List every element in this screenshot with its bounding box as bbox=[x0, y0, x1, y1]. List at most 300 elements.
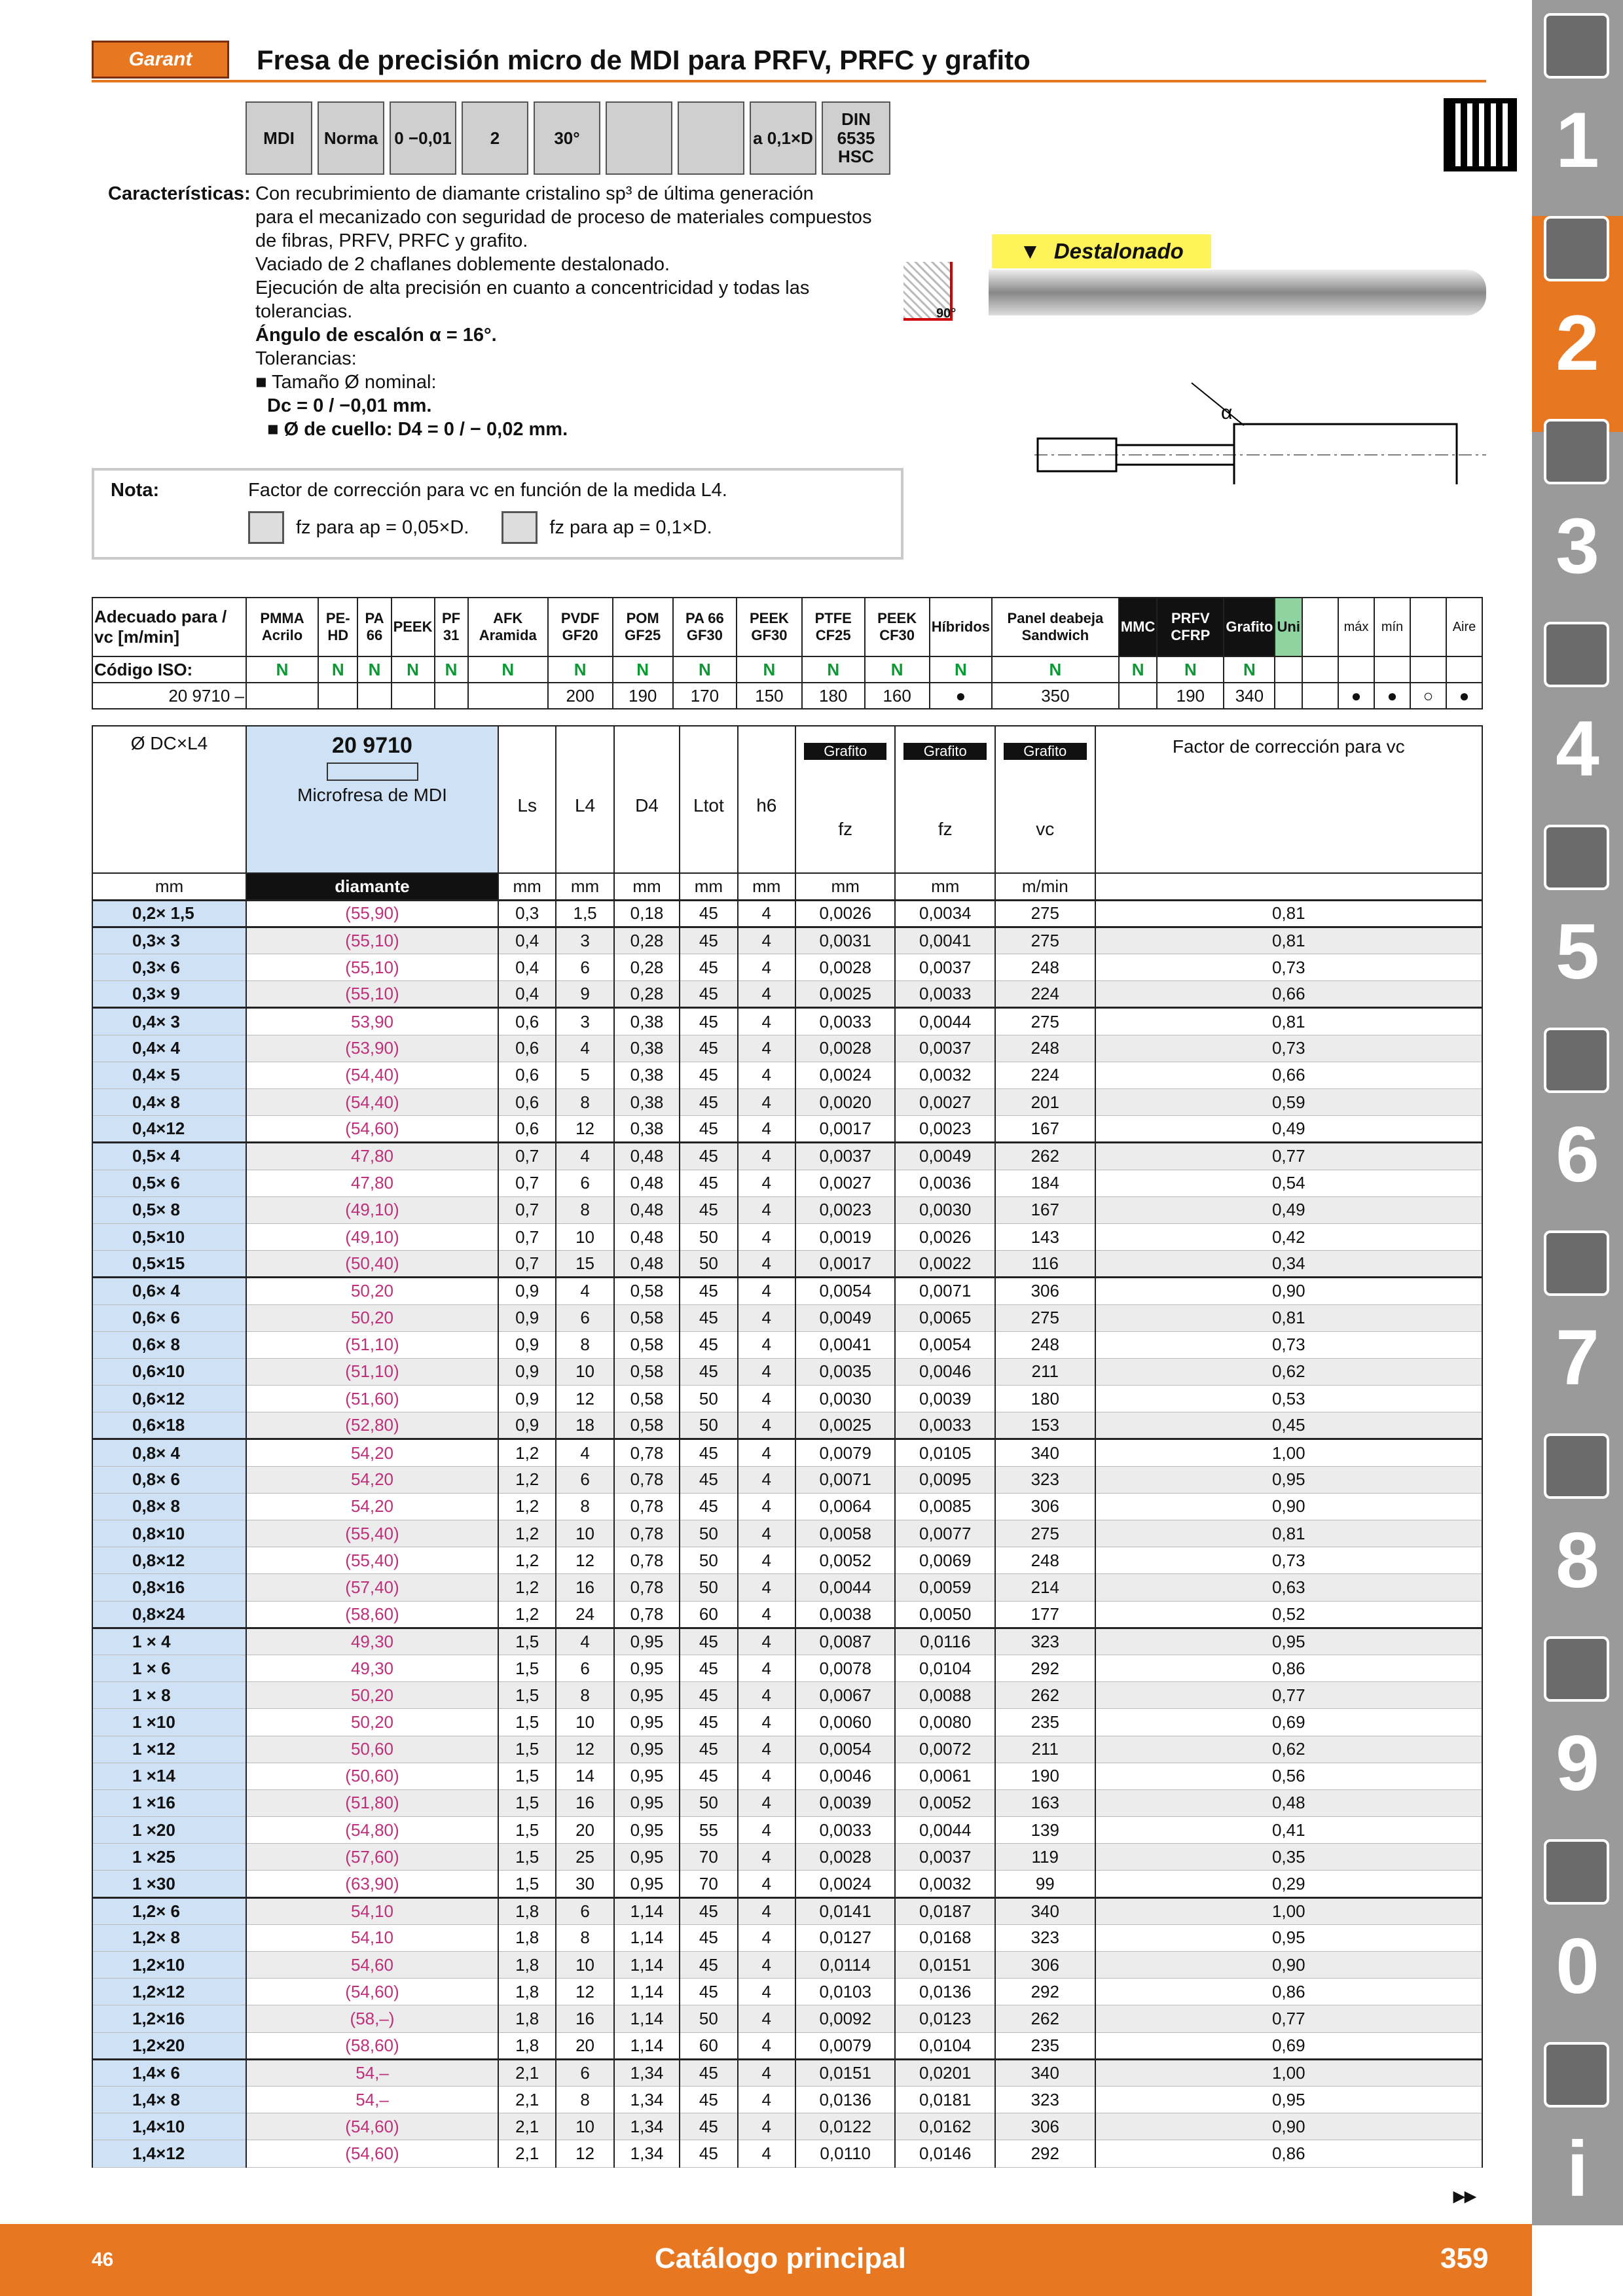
value-cell: 45 bbox=[680, 1089, 737, 1116]
dimension-cell: 1 ×16 bbox=[92, 1789, 246, 1816]
footer-title: Catálogo principal bbox=[655, 2242, 906, 2274]
vc-value: 160 bbox=[865, 683, 930, 709]
value-cell: 0,0162 bbox=[895, 2113, 995, 2140]
column-header bbox=[498, 726, 556, 873]
chapter-sidebar bbox=[1532, 0, 1623, 2225]
value-cell: 119 bbox=[995, 1844, 1095, 1871]
value-cell: 1,5 bbox=[498, 1682, 556, 1709]
value-cell: 0,0020 bbox=[795, 1089, 896, 1116]
price-cell: (58,–) bbox=[246, 2005, 498, 2032]
feature-line: para el mecanizado con seguridad de proceso de materiales compuestos bbox=[255, 207, 872, 228]
value-cell: 0,0146 bbox=[895, 2140, 995, 2167]
value-cell: 0,52 bbox=[1095, 1601, 1482, 1628]
value-cell: 1,34 bbox=[614, 2086, 680, 2113]
value-cell: 0,0085 bbox=[895, 1493, 995, 1520]
value-cell: 45 bbox=[680, 1196, 737, 1223]
column-label: Ltot bbox=[693, 795, 724, 816]
iso-code: N bbox=[737, 656, 802, 683]
value-cell: 224 bbox=[995, 981, 1095, 1008]
table-row bbox=[92, 1844, 1482, 1871]
value-cell: 0,7 bbox=[498, 1196, 556, 1223]
column-header bbox=[556, 726, 613, 873]
value-cell: 0,54 bbox=[1095, 1170, 1482, 1196]
value-cell: 0,45 bbox=[1095, 1412, 1482, 1439]
value-cell: 0,95 bbox=[1095, 1628, 1482, 1655]
value-cell: 10 bbox=[556, 1520, 613, 1547]
value-cell: 45 bbox=[680, 954, 737, 981]
chapter-icon[interactable] bbox=[1544, 825, 1609, 890]
value-cell: 0,0022 bbox=[895, 1251, 995, 1278]
property-icon: DIN 6535 HSC bbox=[822, 101, 890, 175]
value-cell: 0,0054 bbox=[895, 1331, 995, 1358]
unit-cell: mm bbox=[498, 873, 556, 900]
value-cell: 1,2 bbox=[498, 1547, 556, 1574]
value-cell: 306 bbox=[995, 1952, 1095, 1979]
value-cell: 0,48 bbox=[614, 1143, 680, 1170]
value-cell: 0,0028 bbox=[795, 1035, 896, 1062]
value-cell: 6 bbox=[556, 1897, 613, 1924]
value-cell: 4 bbox=[738, 1278, 795, 1304]
value-cell: 0,9 bbox=[498, 1304, 556, 1331]
dimension-cell: 1 ×20 bbox=[92, 1817, 246, 1844]
dimension-cell: 1,4×10 bbox=[92, 2113, 246, 2140]
property-icon: 0 −0,01 bbox=[390, 101, 456, 175]
value-cell: 0,0116 bbox=[895, 1628, 995, 1655]
chapter-number[interactable]: 9 bbox=[1556, 1719, 1599, 1807]
value-cell: 1,2 bbox=[498, 1520, 556, 1547]
value-cell: 8 bbox=[556, 1924, 613, 1951]
value-cell: 0,69 bbox=[1095, 1709, 1482, 1736]
value-cell: 0,0044 bbox=[795, 1574, 896, 1601]
value-cell: 0,0033 bbox=[895, 1412, 995, 1439]
value-cell: 0,38 bbox=[614, 1089, 680, 1116]
value-cell: 0,0110 bbox=[795, 2140, 896, 2167]
dimension-cell: 1,4× 6 bbox=[92, 2059, 246, 2086]
value-cell: 0,0046 bbox=[795, 1763, 896, 1789]
iso-code: N bbox=[992, 656, 1119, 683]
value-cell: 0,35 bbox=[1095, 1844, 1482, 1871]
value-cell: 1,00 bbox=[1095, 1897, 1482, 1924]
value-cell: 0,0031 bbox=[795, 927, 896, 954]
value-cell: 0,0064 bbox=[795, 1493, 896, 1520]
value-cell: 0,7 bbox=[498, 1223, 556, 1250]
value-cell: 214 bbox=[995, 1574, 1095, 1601]
coolant-value bbox=[1302, 683, 1338, 709]
value-cell: 0,49 bbox=[1095, 1196, 1482, 1223]
table-row bbox=[92, 1520, 1482, 1547]
price-cell: (54,60) bbox=[246, 1116, 498, 1143]
value-cell: 1,8 bbox=[498, 1897, 556, 1924]
value-cell: 248 bbox=[995, 1547, 1095, 1574]
grafito-tag: Grafito bbox=[1004, 743, 1087, 760]
price-cell: (55,10) bbox=[246, 954, 498, 981]
dimension-cell: 1 × 6 bbox=[92, 1655, 246, 1681]
value-cell: 0,0087 bbox=[795, 1628, 896, 1655]
price-cell: (54,80) bbox=[246, 1817, 498, 1844]
value-cell: 0,95 bbox=[614, 1709, 680, 1736]
material-header: PE-HD bbox=[318, 598, 357, 656]
vc-value: 190 bbox=[1157, 683, 1224, 709]
value-cell: 1,5 bbox=[498, 1763, 556, 1789]
table-row bbox=[92, 1223, 1482, 1250]
value-cell: 1,2 bbox=[498, 1601, 556, 1628]
value-cell: 1,14 bbox=[614, 1897, 680, 1924]
value-cell: 4 bbox=[738, 1035, 795, 1062]
value-cell: 6 bbox=[556, 1466, 613, 1493]
chapter-number[interactable]: i bbox=[1566, 2125, 1589, 2213]
value-cell: 248 bbox=[995, 954, 1095, 981]
value-cell: 340 bbox=[995, 1897, 1095, 1924]
value-cell: 45 bbox=[680, 1628, 737, 1655]
value-cell: 45 bbox=[680, 1331, 737, 1358]
dimension-cell: 1,2×16 bbox=[92, 2005, 246, 2032]
value-cell: 0,6 bbox=[498, 1062, 556, 1088]
value-cell: 0,69 bbox=[1095, 2032, 1482, 2059]
table-row bbox=[92, 1116, 1482, 1143]
value-cell: 0,63 bbox=[1095, 1574, 1482, 1601]
value-cell: 45 bbox=[680, 2140, 737, 2167]
value-cell: 0,0103 bbox=[795, 1979, 896, 2005]
value-cell: 275 bbox=[995, 1520, 1095, 1547]
value-cell: 0,78 bbox=[614, 1601, 680, 1628]
destalonado-label: ▼ Destalonado bbox=[992, 234, 1211, 268]
table-row bbox=[92, 1278, 1482, 1304]
value-cell: 323 bbox=[995, 1628, 1095, 1655]
value-cell: 0,7 bbox=[498, 1143, 556, 1170]
chapter-icon[interactable] bbox=[1544, 1636, 1609, 1702]
value-cell: 0,0078 bbox=[795, 1655, 896, 1681]
value-cell: 0,62 bbox=[1095, 1736, 1482, 1763]
value-cell: 143 bbox=[995, 1223, 1095, 1250]
value-cell: 0,48 bbox=[614, 1196, 680, 1223]
column-header bbox=[895, 726, 995, 873]
price-cell: (55,10) bbox=[246, 981, 498, 1008]
value-cell: 0,9 bbox=[498, 1412, 556, 1439]
value-cell: 0,0017 bbox=[795, 1116, 896, 1143]
price-cell: 47,80 bbox=[246, 1170, 498, 1196]
price-cell: (54,60) bbox=[246, 2140, 498, 2167]
chapter-icon[interactable] bbox=[1544, 13, 1609, 79]
column-label: Factor de corrección para vc bbox=[1172, 736, 1405, 757]
value-cell: 0,0028 bbox=[795, 1844, 896, 1871]
price-cell: (57,40) bbox=[246, 1574, 498, 1601]
material-header: PTFE CF25 bbox=[802, 598, 865, 656]
tool-image bbox=[989, 270, 1486, 315]
value-cell: 0,0181 bbox=[895, 2086, 995, 2113]
chapter-number[interactable]: 1 bbox=[1556, 96, 1599, 184]
table-row bbox=[92, 2032, 1482, 2059]
vc-value: ● bbox=[930, 683, 992, 709]
value-cell: 4 bbox=[738, 1386, 795, 1412]
iso-code: N bbox=[548, 656, 613, 683]
material-header: Panel deabeja Sandwich bbox=[992, 598, 1119, 656]
table-row bbox=[92, 1763, 1482, 1789]
value-cell: 275 bbox=[995, 1008, 1095, 1035]
vc-value bbox=[435, 683, 468, 709]
value-cell: 12 bbox=[556, 1979, 613, 2005]
value-cell: 8 bbox=[556, 2086, 613, 2113]
value-cell: 306 bbox=[995, 2113, 1095, 2140]
table-row bbox=[92, 1682, 1482, 1709]
value-cell: 0,90 bbox=[1095, 1952, 1482, 1979]
dimension-cell: 0,6× 4 bbox=[92, 1278, 246, 1304]
vc-value: 190 bbox=[613, 683, 673, 709]
dimension-cell: 0,6× 6 bbox=[92, 1304, 246, 1331]
chapter-icon[interactable] bbox=[1544, 419, 1609, 484]
value-cell: 1,5 bbox=[498, 1789, 556, 1816]
value-cell: 45 bbox=[680, 1897, 737, 1924]
value-cell: 2,1 bbox=[498, 2059, 556, 2086]
value-cell: 45 bbox=[680, 1682, 737, 1709]
value-cell: 139 bbox=[995, 1817, 1095, 1844]
value-cell: 4 bbox=[738, 2032, 795, 2059]
value-cell: 0,0187 bbox=[895, 1897, 995, 1924]
table-row bbox=[92, 1736, 1482, 1763]
vc-value bbox=[1275, 683, 1302, 709]
value-cell: 0,38 bbox=[614, 1062, 680, 1088]
value-cell: 0,0054 bbox=[795, 1278, 896, 1304]
chapter-number[interactable]: 7 bbox=[1556, 1314, 1599, 1401]
table-row bbox=[92, 1358, 1482, 1385]
unit-cell: mm bbox=[795, 873, 896, 900]
coolant-value: ● bbox=[1374, 683, 1410, 709]
table-row bbox=[92, 2086, 1482, 2113]
table-row bbox=[92, 1035, 1482, 1062]
value-cell: 50 bbox=[680, 1412, 737, 1439]
value-cell: 4 bbox=[738, 1116, 795, 1143]
value-cell: 0,0026 bbox=[795, 900, 896, 927]
value-cell: 1,34 bbox=[614, 2140, 680, 2167]
price-cell: 54,10 bbox=[246, 1897, 498, 1924]
value-cell: 0,0032 bbox=[895, 1871, 995, 1897]
value-cell: 1,14 bbox=[614, 2032, 680, 2059]
value-cell: 306 bbox=[995, 1493, 1095, 1520]
value-cell: 25 bbox=[556, 1844, 613, 1871]
price-cell: 54,20 bbox=[246, 1466, 498, 1493]
material-header: PF 31 bbox=[435, 598, 468, 656]
price-cell: 50,20 bbox=[246, 1709, 498, 1736]
value-cell: 0,78 bbox=[614, 1520, 680, 1547]
coolant-header: máx bbox=[1338, 598, 1374, 656]
value-cell: 0,0058 bbox=[795, 1520, 896, 1547]
value-cell: 5 bbox=[556, 1062, 613, 1088]
article-number: 20 9710 bbox=[332, 733, 412, 758]
chapter-icon[interactable] bbox=[1544, 1028, 1609, 1093]
value-cell: 0,38 bbox=[614, 1116, 680, 1143]
table-row bbox=[92, 1952, 1482, 1979]
dimension-cell: 0,5× 4 bbox=[92, 1143, 246, 1170]
value-cell: 0,0141 bbox=[795, 1897, 896, 1924]
value-cell: 45 bbox=[680, 900, 737, 927]
feature-line: Ángulo de escalón α = 16°. bbox=[255, 325, 497, 346]
value-cell: 1,5 bbox=[498, 1655, 556, 1681]
dimension-cell: 0,8× 4 bbox=[92, 1439, 246, 1466]
value-cell: 292 bbox=[995, 1979, 1095, 2005]
value-cell: 323 bbox=[995, 1924, 1095, 1951]
table-row bbox=[92, 1871, 1482, 1897]
value-cell: 45 bbox=[680, 1358, 737, 1385]
value-cell: 0,90 bbox=[1095, 1278, 1482, 1304]
unit-cell: mm bbox=[614, 873, 680, 900]
vc-value bbox=[246, 683, 318, 709]
chapter-number[interactable]: 5 bbox=[1556, 908, 1599, 996]
vc-value: 340 bbox=[1224, 683, 1275, 709]
angle-label: 90° bbox=[936, 306, 957, 321]
value-cell: 4 bbox=[738, 1709, 795, 1736]
value-cell: 0,90 bbox=[1095, 1493, 1482, 1520]
value-cell: 0,0071 bbox=[895, 1278, 995, 1304]
dimension-cell: 1,2×12 bbox=[92, 1979, 246, 2005]
next-page-icon[interactable]: ▸▸ bbox=[1453, 2183, 1476, 2208]
value-cell: 248 bbox=[995, 1035, 1095, 1062]
value-cell: 235 bbox=[995, 2032, 1095, 2059]
value-cell: 0,78 bbox=[614, 1439, 680, 1466]
value-cell: 0,0033 bbox=[795, 1817, 896, 1844]
value-cell: 12 bbox=[556, 1116, 613, 1143]
table-row bbox=[92, 1251, 1482, 1278]
chapter-icon[interactable] bbox=[1544, 1839, 1609, 1905]
dimension-cell: 0,4× 5 bbox=[92, 1062, 246, 1088]
value-cell: 8 bbox=[556, 1196, 613, 1223]
table-row bbox=[92, 1789, 1482, 1816]
price-cell: (50,40) bbox=[246, 1251, 498, 1278]
value-cell: 6 bbox=[556, 1655, 613, 1681]
value-cell: 4 bbox=[738, 1628, 795, 1655]
dimension-cell: 0,3× 9 bbox=[92, 981, 246, 1008]
iso-code: N bbox=[392, 656, 435, 683]
value-cell: 50 bbox=[680, 1520, 737, 1547]
table-row bbox=[92, 2059, 1482, 2086]
value-cell: 340 bbox=[995, 2059, 1095, 2086]
chapter-icon[interactable] bbox=[1544, 2042, 1609, 2108]
value-cell: 1,5 bbox=[498, 1871, 556, 1897]
value-cell: 14 bbox=[556, 1763, 613, 1789]
vc-value: 350 bbox=[992, 683, 1119, 709]
value-cell: 0,42 bbox=[1095, 1223, 1482, 1250]
table-row bbox=[92, 1979, 1482, 2005]
value-cell: 0,0032 bbox=[895, 1062, 995, 1088]
value-cell: 167 bbox=[995, 1196, 1095, 1223]
value-cell: 0,6 bbox=[498, 1008, 556, 1035]
value-cell: 0,77 bbox=[1095, 2005, 1482, 2032]
value-cell: 1,34 bbox=[614, 2113, 680, 2140]
features-label: Características: bbox=[108, 183, 251, 204]
value-cell: 0,0104 bbox=[895, 2032, 995, 2059]
dimension-cell: 0,4× 8 bbox=[92, 1089, 246, 1116]
value-cell: 4 bbox=[738, 1817, 795, 1844]
value-cell: 6 bbox=[556, 1170, 613, 1196]
value-cell: 50 bbox=[680, 1223, 737, 1250]
iso-code: N bbox=[318, 656, 357, 683]
value-cell: 262 bbox=[995, 2005, 1095, 2032]
value-cell: 20 bbox=[556, 2032, 613, 2059]
dimension-cell: 0,8× 8 bbox=[92, 1493, 246, 1520]
value-cell: 1,8 bbox=[498, 2005, 556, 2032]
value-cell: 55 bbox=[680, 1817, 737, 1844]
chapter-number[interactable]: 8 bbox=[1556, 1516, 1599, 1604]
dim-header: Ø DC×L4 bbox=[92, 726, 246, 873]
price-cell: (51,10) bbox=[246, 1331, 498, 1358]
price-cell: (49,10) bbox=[246, 1223, 498, 1250]
value-cell: 45 bbox=[680, 981, 737, 1008]
value-cell: 1,34 bbox=[614, 2059, 680, 2086]
chapter-icon[interactable] bbox=[1544, 1230, 1609, 1296]
value-cell: 0,0077 bbox=[895, 1520, 995, 1547]
value-cell: 0,95 bbox=[614, 1789, 680, 1816]
value-cell: 70 bbox=[680, 1871, 737, 1897]
iso-code: N bbox=[357, 656, 391, 683]
table-row bbox=[92, 1386, 1482, 1412]
value-cell: 0,0151 bbox=[895, 1952, 995, 1979]
table-row bbox=[92, 1170, 1482, 1196]
iso-code: N bbox=[1119, 656, 1158, 683]
value-cell: 4 bbox=[738, 1547, 795, 1574]
value-cell: 1,5 bbox=[498, 1844, 556, 1871]
value-cell: 45 bbox=[680, 1952, 737, 1979]
chapter-number[interactable]: 0 bbox=[1556, 1922, 1599, 2010]
value-cell: 45 bbox=[680, 1116, 737, 1143]
value-cell: 0,95 bbox=[614, 1844, 680, 1871]
chapter-number[interactable]: 4 bbox=[1556, 705, 1599, 793]
chapter-icon[interactable] bbox=[1544, 216, 1609, 281]
value-cell: 0,6 bbox=[498, 1089, 556, 1116]
chapter-icon[interactable] bbox=[1544, 622, 1609, 687]
value-cell: 45 bbox=[680, 1763, 737, 1789]
chapter-number[interactable]: 2 bbox=[1556, 299, 1599, 387]
value-cell: 12 bbox=[556, 2140, 613, 2167]
vc-value bbox=[318, 683, 357, 709]
value-cell: 4 bbox=[738, 1601, 795, 1628]
value-cell: 4 bbox=[738, 1466, 795, 1493]
dimension-cell: 0,6×10 bbox=[92, 1358, 246, 1385]
value-cell: 0,0054 bbox=[795, 1736, 896, 1763]
value-cell: 1,14 bbox=[614, 1952, 680, 1979]
value-cell: 0,81 bbox=[1095, 927, 1482, 954]
value-cell: 0,86 bbox=[1095, 1655, 1482, 1681]
price-cell: 54,– bbox=[246, 2086, 498, 2113]
value-cell: 4 bbox=[738, 1331, 795, 1358]
suit-label: Adecuado para / vc [m/min] bbox=[92, 598, 246, 656]
value-cell: 275 bbox=[995, 927, 1095, 954]
chapter-icon[interactable] bbox=[1544, 1433, 1609, 1499]
value-cell: 0,73 bbox=[1095, 1547, 1482, 1574]
value-cell: 0,48 bbox=[614, 1251, 680, 1278]
value-cell: 248 bbox=[995, 1331, 1095, 1358]
chapter-number[interactable]: 3 bbox=[1556, 502, 1599, 590]
property-icon: MDI bbox=[246, 101, 312, 175]
unit-cell: mm bbox=[556, 873, 613, 900]
coolant-header bbox=[1410, 598, 1446, 656]
vc-value: 150 bbox=[737, 683, 802, 709]
price-cell: (50,60) bbox=[246, 1763, 498, 1789]
coolant-header bbox=[1302, 598, 1338, 656]
value-cell: 24 bbox=[556, 1601, 613, 1628]
note-box bbox=[92, 468, 903, 560]
price-cell: 54,– bbox=[246, 2059, 498, 2086]
column-label: Ls bbox=[517, 795, 537, 816]
value-cell: 0,0050 bbox=[895, 1601, 995, 1628]
value-cell: 0,9 bbox=[498, 1358, 556, 1385]
price-cell: (55,10) bbox=[246, 927, 498, 954]
value-cell: 4 bbox=[738, 981, 795, 1008]
value-cell: 4 bbox=[738, 1952, 795, 1979]
value-cell: 0,0079 bbox=[795, 1439, 896, 1466]
iso-code: N bbox=[468, 656, 548, 683]
value-cell: 1,8 bbox=[498, 2032, 556, 2059]
value-cell: 211 bbox=[995, 1358, 1095, 1385]
features-text bbox=[255, 182, 871, 441]
chapter-number[interactable]: 6 bbox=[1556, 1111, 1599, 1198]
